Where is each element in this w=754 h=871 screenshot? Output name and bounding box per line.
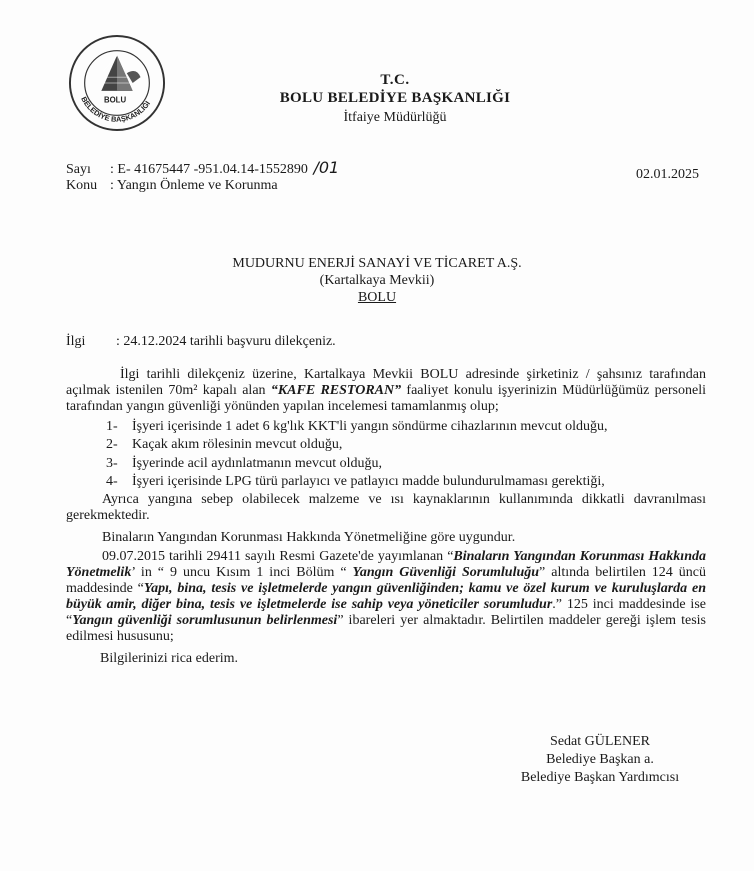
header-tc: T.C. (380, 72, 410, 88)
p4-text-g: .” 125 inci maddesinde ise “ (66, 597, 706, 628)
ilgi-value: : 24.12.2024 tarihli başvuru dilekçeniz. (116, 334, 336, 349)
list-item (106, 437, 342, 453)
konu-value: : Yangın Önleme ve Korunma (110, 178, 278, 193)
ilgi-label: İlgi (66, 334, 86, 349)
p4-text-i: ” ibareleri yer almaktadır. Belirtilen maddeler gereği işlem tesis edilmesi hususunu; (66, 613, 706, 644)
body-paragraph-4 (66, 549, 706, 645)
list-item-number: 4- (106, 474, 118, 489)
body-paragraph-1 (66, 367, 706, 415)
header-department: İtfaiye Müdürlüğü (343, 110, 447, 125)
p4-regulation-name: Binaların Yangından Korunması Hakkında Yönetmelik (66, 549, 706, 580)
list-item-text: Kaçak akım rölesinin mevcut olduğu, (132, 437, 343, 452)
svg-text:BOLU: BOLU (103, 95, 127, 105)
konu-line (66, 178, 278, 194)
sayi-label: Sayı (66, 162, 91, 177)
p4-article-125-quote: Yangın güvenliği sorumlusunun belirlenmesi (72, 613, 338, 628)
list-item (106, 474, 605, 490)
body-paragraph-3: Binaların Yangından Korunması Hakkında Yönetmeliğine göre uygundur. (102, 530, 516, 545)
p4-text-e: ” altında belirtilen 124 üncü maddesinde “ (66, 565, 706, 596)
sayi-line (66, 158, 339, 178)
ilgi-line (66, 334, 336, 350)
list-item-number: 3- (106, 456, 118, 471)
recipient-city-text: BOLU (357, 290, 397, 305)
signatory-title-1: Belediye Başkan a. (546, 752, 654, 767)
konu-label: Konu (66, 178, 98, 193)
recipient-company: MUDURNU ENERJİ SANAYİ VE TİCARET A.Ş. (232, 256, 522, 271)
p1-text-a: İlgi tarihli dilekçeniz üzerine, Kartalkaya Mevkii BOLU adresinde şirketiniz / şahsınız tarafından açılmak istenilen 70m² kapalı alan (66, 367, 706, 398)
p4-text-c: ’ in “ 9 uncu Kısım 1 inci Bölüm “ (131, 565, 353, 580)
p1-business-type: “KAFE RESTORAN” (270, 383, 402, 398)
p4-article-124-quote: Yapı, bina, tesis ve işletmelerde yangın güvenliğinden; kamu ve özel kurum ve kuruluşlarda en büyük amir, diğer bina, tesis ve işletmelerde ise sahip veya yöneticiler sorumludur (66, 581, 706, 612)
body-paragraph-2: Ayrıca yangına sebep olabilecek malzeme ve ısı kaynaklarının kullanımında dikkatli davranılması gerekmektedir. (66, 492, 706, 523)
svg-text:BELEDİYE BAŞKANLIĞI: BELEDİYE BAŞKANLIĞI (79, 95, 153, 124)
p4-section-title: Yangın Güvenliği Sorumluluğu (352, 565, 540, 580)
list-item (106, 456, 382, 472)
list-item-text: İşyerinde acil aydınlatmanın mevcut olduğu, (132, 456, 382, 471)
sayi-handwritten-mark: /01 (313, 158, 340, 177)
list-item-number: 2- (106, 437, 118, 452)
document-date: 02.01.2025 (636, 167, 699, 182)
p4-text-a: 09.07.2015 tarihli 29411 sayılı Resmi Gazete'de yayımlanan “ (102, 549, 454, 564)
p1-text-c: faaliyet konulu işyerinizin Müdürlüğümüz personeli tarafından yangın güvenliği yönünden yapılan incelemesi tamamlanmış olup; (66, 383, 706, 414)
signatory-title-2: Belediye Başkan Yardımcısı (520, 770, 680, 785)
municipality-seal-logo (68, 34, 166, 132)
header-organization: BOLU BELEDİYE BAŞKANLIĞI (279, 90, 511, 106)
recipient-city (200, 290, 554, 306)
signatory-name: Sedat GÜLENER (550, 734, 650, 749)
list-item (106, 419, 607, 435)
list-item-number: 1- (106, 419, 118, 434)
sayi-value: : E- 41675447 -951.04.14-1552890 (110, 162, 308, 177)
recipient-location: (Kartalkaya Mevkii) (319, 273, 435, 288)
closing-line: Bilgilerinizi rica ederim. (100, 651, 239, 666)
list-item-text: İşyeri içerisinde LPG türü parlayıcı ve patlayıcı madde bulundurulmaması gerektiği, (132, 474, 605, 489)
list-item-text: İşyeri içerisinde 1 adet 6 kg'lık KKT'li yangın söndürme cihazlarının mevcut olduğu, (132, 419, 608, 434)
